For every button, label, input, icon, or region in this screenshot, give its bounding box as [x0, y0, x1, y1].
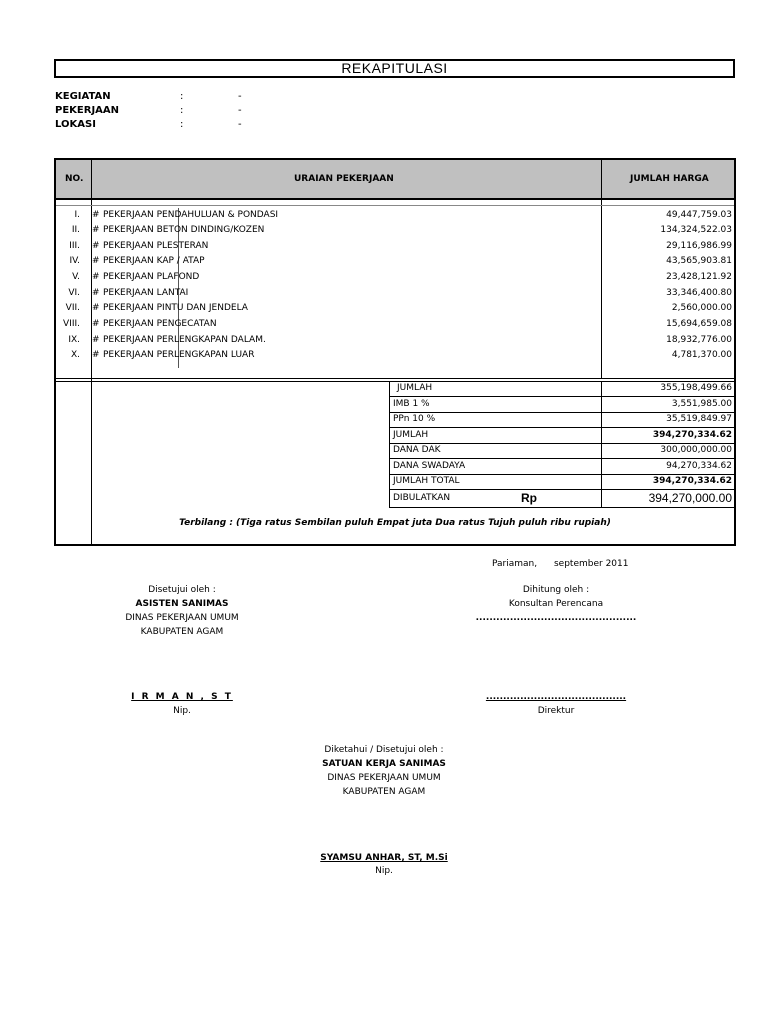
summary-label: JUMLAH	[397, 383, 433, 393]
summary-amount: 94,270,334.62	[666, 461, 732, 471]
approved-line3: DINAS PEKERJAAN UMUM	[125, 613, 239, 623]
col-divider-header	[601, 160, 602, 200]
row-hash: #	[92, 319, 100, 329]
summary-amount: 35,519,849.97	[666, 414, 732, 424]
summary-amount: 355,198,499.66	[660, 383, 732, 393]
row-desc: PEKERJAAN LANTAI	[103, 288, 189, 298]
row-hash: #	[92, 241, 100, 251]
row-hash: #	[92, 335, 100, 345]
calculated-line2: Konsultan Perencana	[508, 599, 604, 609]
meta-label: KEGIATAN	[55, 91, 111, 102]
summary-label: DANA SWADAYA	[393, 461, 466, 471]
rounded-amount: 394,270,000.00	[648, 491, 732, 505]
row-amount: 33,346,400.80	[666, 288, 732, 298]
header-uraian: URAIAN PEKERJAAN	[294, 174, 394, 184]
table-row	[56, 333, 734, 348]
date: september 2011	[553, 559, 629, 569]
summary-row	[390, 459, 734, 474]
row-no: X.	[70, 350, 80, 360]
document-title: REKAPITULASI	[54, 59, 735, 78]
calculated-line3: ...............................................	[475, 613, 637, 623]
summary-label: IMB 1 %	[393, 399, 430, 409]
row-desc: PEKERJAAN PENGECATAN	[103, 319, 217, 329]
row-amount: 49,447,759.03	[666, 210, 732, 220]
row-hash: #	[92, 210, 100, 220]
meta-value: -	[238, 119, 242, 130]
row-amount: 23,428,121.92	[666, 272, 732, 282]
row-hash: #	[92, 288, 100, 298]
place: Pariaman,	[492, 559, 538, 569]
summary-label: JUMLAH	[393, 430, 429, 440]
table-row	[56, 348, 734, 363]
row-desc: PEKERJAAN PLAFOND	[103, 272, 200, 282]
row-hash: #	[92, 256, 100, 266]
rounded-label: DIBULATKAN	[393, 493, 451, 503]
row-hash: #	[92, 225, 100, 235]
approved-block	[92, 583, 272, 639]
row-amount: 4,781,370.00	[671, 350, 732, 360]
summary-amount: 3,551,985.00	[671, 399, 732, 409]
row-hash: #	[92, 350, 100, 360]
known-line1: Diketahui / Disetujui oleh :	[324, 745, 444, 755]
summary-row	[390, 397, 734, 412]
known-line2: SATUAN KERJA SANIMAS	[322, 759, 446, 769]
row-desc: PEKERJAAN PENDAHULUAN & PONDASI	[103, 210, 279, 220]
meta-label: LOKASI	[55, 119, 96, 130]
table-row	[56, 301, 734, 316]
calculated-name: .........................................	[485, 692, 627, 702]
row-no: III.	[69, 241, 80, 251]
summary-amount: 394,270,334.62	[652, 430, 732, 440]
summary-label: PPn 10 %	[393, 414, 436, 424]
approved-line1: Disetujui oleh :	[148, 585, 216, 595]
summary-row	[390, 443, 734, 458]
row-no: V.	[72, 272, 80, 282]
summary-amount: 300,000,000.00	[660, 445, 732, 455]
row-no: VII.	[65, 303, 80, 313]
known-line4: KABUPATEN AGAM	[342, 787, 426, 797]
known-nip: Nip.	[375, 866, 393, 876]
meta-colon: :	[180, 119, 184, 130]
amount-in-words: Terbilang : (Tiga ratus Sembilan puluh Empat juta Dua ratus Tujuh puluh ribu rupiah)	[179, 518, 611, 528]
header-sub-line	[56, 205, 734, 206]
row-amount: 15,694,659.08	[666, 319, 732, 329]
meta-value: -	[238, 91, 242, 102]
row-desc: PEKERJAAN PERLENGKAPAN DALAM.	[103, 335, 266, 345]
row-hash: #	[92, 303, 100, 313]
known-name: SYAMSU ANHAR, ST, M.Si	[320, 853, 448, 863]
row-desc: PEKERJAAN PERLENGKAPAN LUAR	[103, 350, 255, 360]
row-no: VI.	[68, 288, 80, 298]
row-amount: 43,565,903.81	[666, 256, 732, 266]
row-amount: 18,932,776.00	[666, 335, 732, 345]
summary-row	[390, 412, 734, 427]
rounded-currency: Rp	[521, 491, 537, 505]
table-header	[56, 160, 734, 200]
row-no: I.	[74, 210, 80, 220]
summary-row	[390, 428, 734, 443]
meta-value: -	[238, 105, 242, 116]
summary-amount: 394,270,334.62	[652, 476, 732, 486]
table-row	[56, 223, 734, 238]
table-row	[56, 270, 734, 285]
approved-nip: Nip.	[173, 706, 191, 716]
header-jumlah: JUMLAH HARGA	[630, 174, 709, 184]
row-no: IX.	[68, 335, 80, 345]
meta-colon: :	[180, 105, 184, 116]
row-desc: PEKERJAAN PLESTERAN	[103, 241, 209, 251]
meta-colon: :	[180, 91, 184, 102]
calculated-block	[466, 583, 646, 625]
meta-label: PEKERJAAN	[55, 105, 120, 116]
place-date	[492, 557, 628, 571]
table-row	[56, 239, 734, 254]
table-row	[56, 317, 734, 332]
summary-line	[389, 507, 734, 508]
known-line3: DINAS PEKERJAAN UMUM	[327, 773, 441, 783]
items-bottom-line	[56, 378, 734, 379]
calculated-role: Direktur	[537, 706, 575, 716]
known-block	[284, 743, 484, 799]
table-row	[56, 208, 734, 223]
approved-line2: ASISTEN SANIMAS	[135, 599, 229, 609]
table-row	[56, 286, 734, 301]
summary-row	[390, 474, 734, 489]
row-desc: PEKERJAAN PINTU DAN JENDELA	[103, 303, 248, 313]
row-amount: 29,116,986.99	[666, 241, 732, 251]
row-no: II.	[71, 225, 80, 235]
row-hash: #	[92, 272, 100, 282]
row-no: VIII.	[63, 319, 80, 329]
header-no: NO.	[65, 174, 84, 184]
row-amount: 134,324,522.03	[660, 225, 732, 235]
row-no: IV.	[69, 256, 80, 266]
row-desc: PEKERJAAN BETON DINDING/KOZEN	[103, 225, 265, 235]
summary-label: JUMLAH TOTAL	[393, 476, 460, 486]
row-desc: PEKERJAAN KAP / ATAP	[103, 256, 205, 266]
calculated-line1: Dihitung oleh :	[522, 585, 590, 595]
recap-table	[54, 158, 736, 546]
approved-line4: KABUPATEN AGAM	[140, 627, 224, 637]
table-row	[56, 254, 734, 269]
rounded-row	[390, 490, 734, 507]
summary-row	[390, 381, 734, 396]
approved-name: I R M A N , S T	[131, 692, 233, 702]
row-amount: 2,560,000.00	[671, 303, 732, 313]
summary-label: DANA DAK	[393, 445, 441, 455]
